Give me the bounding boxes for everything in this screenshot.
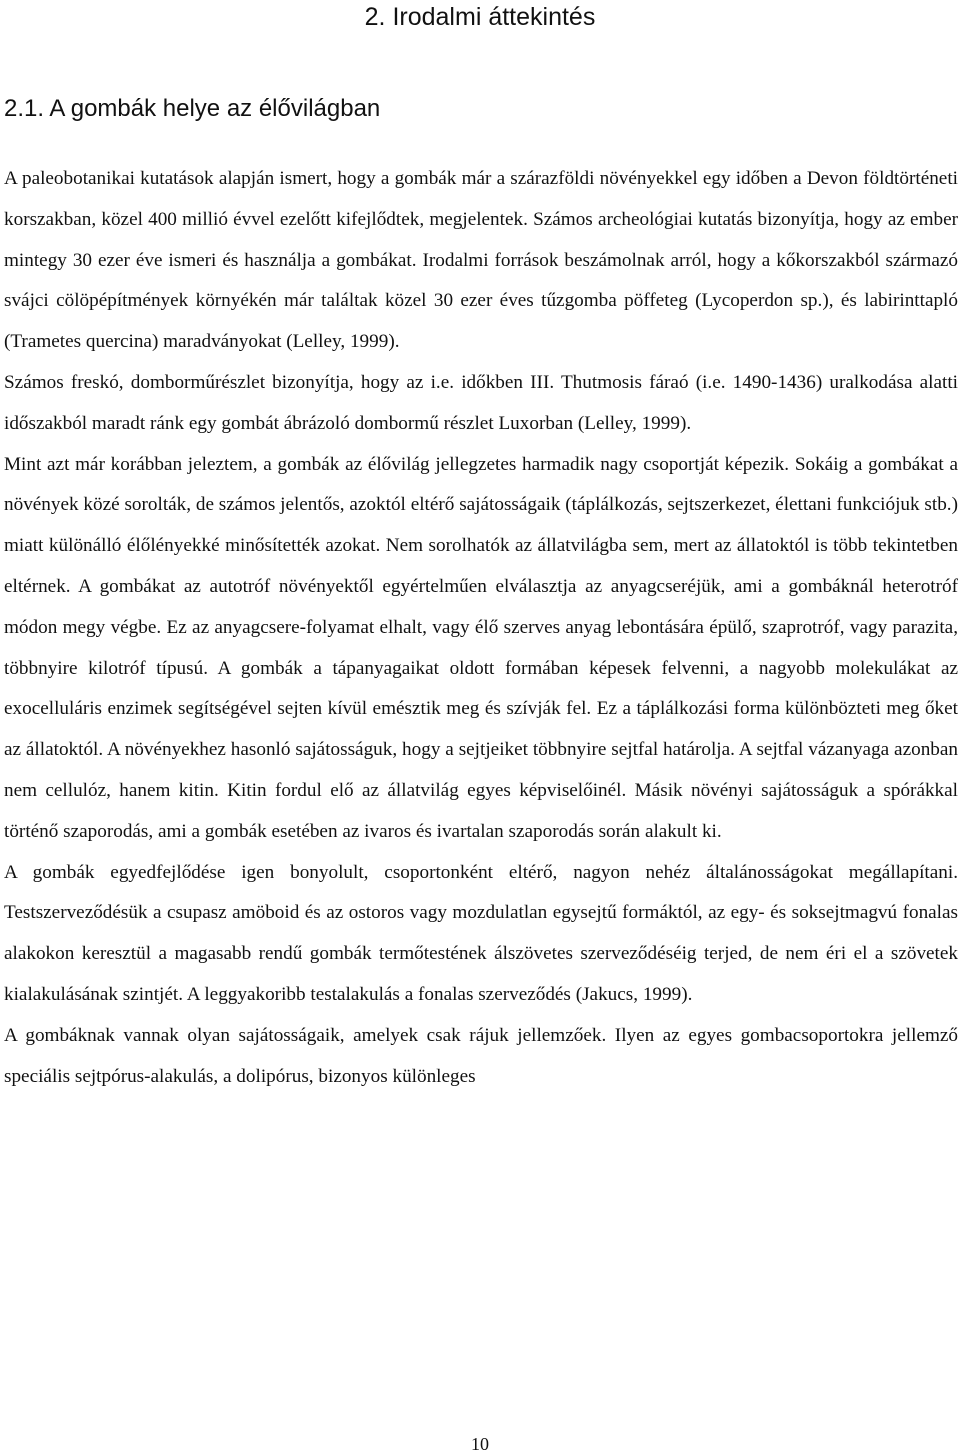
paragraph: Mint azt már korábban jeleztem, a gombák az élővilág jellegzetes harmadik nagy csoportját képezik. Sokáig a gombákat a növények közé sorolták, de számos jelentős, azoktól eltérő sajátosságaik (táplálkozás, sejtszerkezet, élettani funkciójuk stb.) miatt különálló élőlényekké minősítették azokat. Nem sorolhatók az állatvilágba sem, mert az állatoktól is több tekintetben eltérnek. A gombákat az autotróf növényektől egyértelműen elválasztja az anyagcseréjük, ami a gombáknál heterotróf módon megy végbe. Ez az anyagcsere-folyamat elhalt, vagy élő szerves anyag lebontására épülő, szaprotróf, vagy parazita, többnyire kilotróf típusú. A gombák a tápanyagaikat oldott formában képesek felvenni, a nagyobb molekulákat az exocelluláris enzimek segítségével sejten kívül emésztik meg és szívják fel. Ez a táplálkozási forma különbözteti meg őket az állatoktól. A növényekhez hasonló sajátosságuk, hogy a sejtjeiket többnyire sejtfal határolja. A sejtfal vázanyaga azonban nem cellulóz, hanem kitin. Kitin fordul elő az állatvilág egyes képviselőinél. Másik növényi sajátosságuk a spórákkal történő szaporodás, ami a gombák esetében az ivaros és ivartalan szaporodás során alakult ki.	[4, 453, 958, 842]
section-title: 2.1. A gombák helye az élővilágban	[4, 95, 381, 122]
body-text	[4, 159, 958, 1097]
paragraph: Számos freskó, domborműrészlet bizonyítja, hogy az i.e. időkben III. Thutmosis fáraó (i.e. 1490-1436) uralkodása alatti időszakból maradt ránk egy gombát ábrázoló dombormű részlet Luxorban (Lelley, 1999).	[4, 371, 958, 434]
paragraph: A gombáknak vannak olyan sajátosságaik, amelyek csak rájuk jellemzőek. Ilyen az egyes gombacsoportokra jellemző speciális sejtpórus-alakulás, a dolipórus, bizonyos különleges	[4, 1024, 958, 1087]
paragraph: A gombák egyedfejlődése igen bonyolult, csoportonként eltérő, nagyon nehéz általánosságokat megállapítani. Testszerveződésük a csupasz amöboid és az ostoros vagy mozdulatlan egysejtű formáktól, az egy- és soksejtmagvú fonalas alakokon keresztül a magasabb rendű gombák termőtestének álszövetes szerveződéséig terjed, de nem éri el a szövetek kialakulásának szintjét. A leggyakoribb testalakulás a fonalas szerveződés (Jakucs, 1999).	[4, 861, 958, 1005]
chapter-title: 2. Irodalmi áttekintés	[364, 3, 596, 31]
paragraph: A paleobotanikai kutatások alapján ismert, hogy a gombák már a szárazföldi növényekkel egy időben a Devon földtörténeti korszakban, közel 400 millió évvel ezelőtt kifejlődtek, megjelentek. Számos archeológiai kutatás bizonyítja, hogy az ember mintegy 30 ezer éve ismeri és használja a gombákat. Irodalmi források beszámolnak arról, hogy a kőkorszakból származó svájci cölöpépítmények környékén már találtak közel 30 ezer éves tűzgomba pöffeteg (Lycoperdon sp.), és labirinttapló (Trametes quercina) maradványokat (Lelley, 1999).	[4, 168, 958, 353]
page-number: 10	[471, 1434, 489, 1454]
